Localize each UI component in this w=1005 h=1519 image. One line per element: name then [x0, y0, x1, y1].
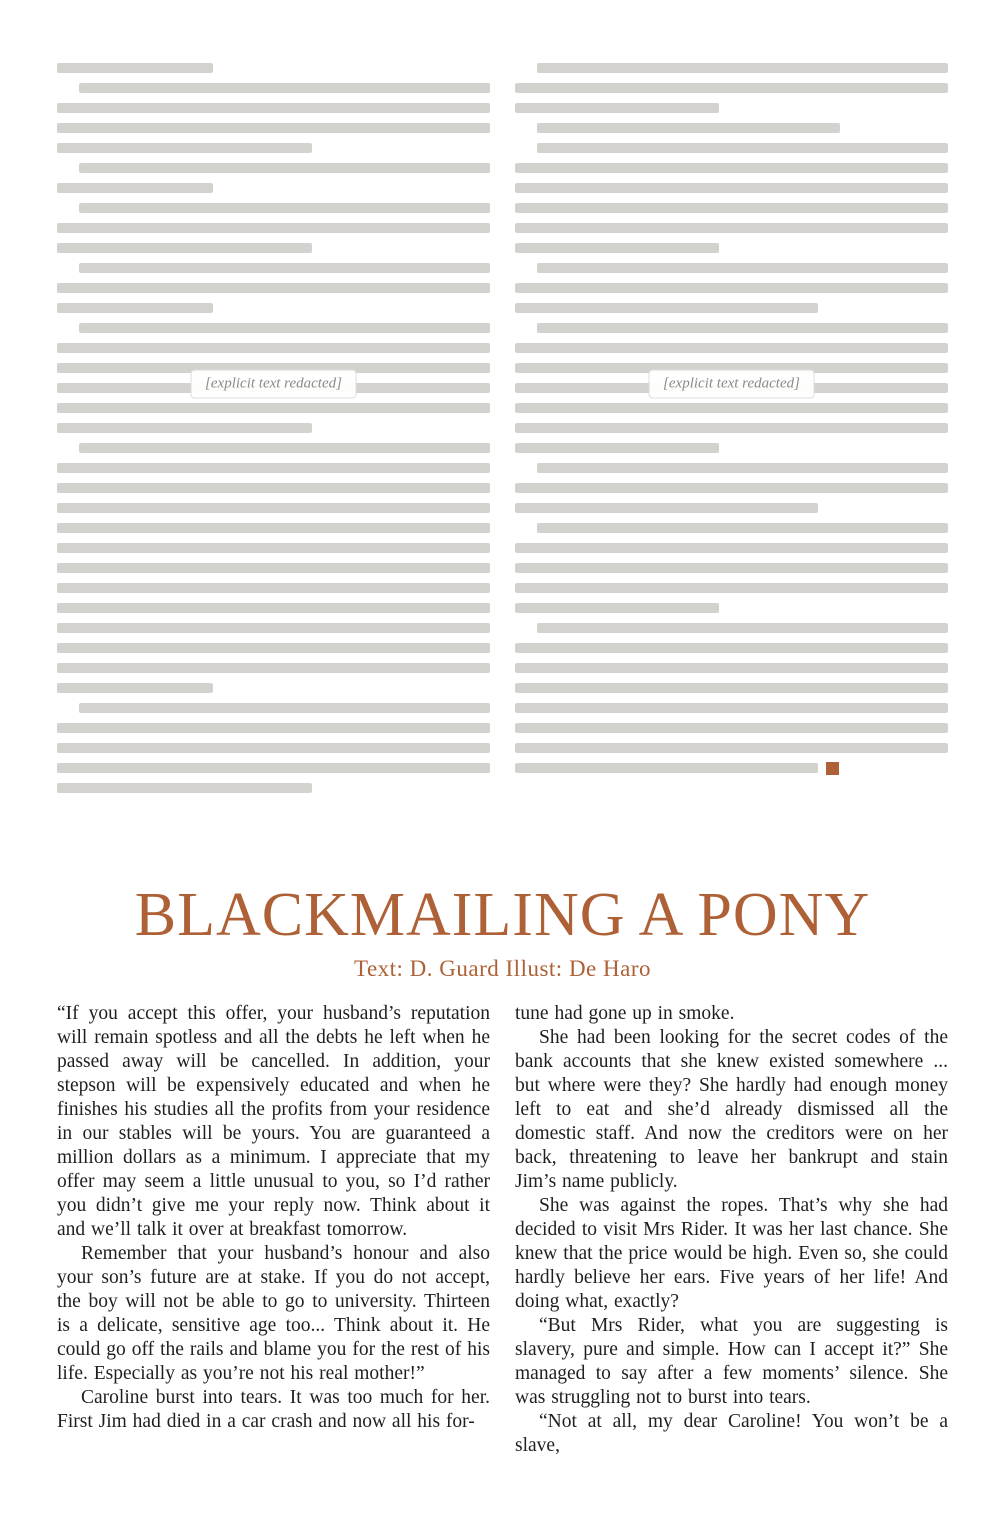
article-header [0, 883, 1005, 982]
top-story-column-right [515, 58, 948, 798]
redacted-paragraph [57, 258, 490, 318]
redacted-text-line [515, 518, 948, 538]
redacted-text-line [57, 518, 490, 538]
redacted-text-line [515, 738, 948, 758]
redacted-text-line [515, 598, 948, 618]
paragraph: “Not at all, my dear Caroline! You won’t be a slave, [515, 1411, 948, 1456]
redacted-text-line [57, 158, 490, 178]
redacted-text-line [57, 278, 490, 298]
redacted-text-line [515, 158, 948, 178]
redacted-text-line [57, 778, 490, 798]
article-title: BLACKMAILING A PONY [134, 881, 871, 949]
article-column-right [515, 1002, 948, 1458]
redacted-paragraph [515, 458, 948, 518]
redacted-text-line [57, 178, 490, 198]
redacted-paragraph [515, 138, 948, 258]
paragraph: Remember that your husband’s honour and also your son’s future are at stake. If you do not accept, the boy will not be able to go to university. Thirteen is a delicate, sensitive age too... Think about it. He could go off the rails and blame you for the rest of his life. Especially as you’re not his real mother!” [57, 1243, 490, 1384]
redacted-text-line [515, 578, 948, 598]
redacted-text-line [57, 498, 490, 518]
redacted-text-line [57, 98, 490, 118]
redacted-text-line [57, 118, 490, 138]
redacted-paragraph [57, 438, 490, 698]
redacted-text-line [57, 138, 490, 158]
redacted-text-line [57, 78, 490, 98]
redacted-text-line [57, 638, 490, 658]
redacted-text-line [515, 538, 948, 558]
redacted-paragraph [515, 518, 948, 618]
redacted-text-line [57, 538, 490, 558]
redacted-text-line [57, 658, 490, 678]
redacted-text-line [57, 398, 490, 418]
redacted-text-line [57, 678, 490, 698]
redacted-text-line [515, 758, 948, 778]
redacted-text-line [515, 638, 948, 658]
redacted-text-line [57, 718, 490, 738]
paragraph: Caroline burst into tears. It was too much for her. First Jim had died in a car crash and now all his for- [57, 1387, 490, 1432]
paragraph: “But Mrs Rider, what you are suggesting is slavery, pure and simple. How can I accept it?” She managed to say after a few moments’ silence. She was struggling not to burst into tears. [515, 1315, 948, 1408]
redacted-text-line [57, 318, 490, 338]
redacted-text-line [515, 458, 948, 478]
redaction-note: [explicit text redacted] [190, 369, 357, 398]
redacted-text-line [57, 578, 490, 598]
article-column-left [57, 1002, 490, 1458]
redacted-text-line [57, 558, 490, 578]
redacted-paragraph [57, 158, 490, 198]
redacted-text-line [515, 78, 948, 98]
redacted-text-line [515, 718, 948, 738]
redacted-text-line [515, 278, 948, 298]
redacted-paragraph [57, 58, 490, 78]
redacted-text-line [515, 298, 948, 318]
redacted-text-line [57, 258, 490, 278]
end-of-article-marker [826, 762, 839, 775]
redacted-text-line [515, 98, 948, 118]
redacted-text-line [57, 598, 490, 618]
top-story-redacted [57, 58, 948, 798]
redacted-text-line [515, 438, 948, 458]
redacted-text-line [515, 118, 948, 138]
redacted-text-line [515, 138, 948, 158]
redacted-text-line [515, 398, 948, 418]
redacted-text-line [57, 238, 490, 258]
redacted-text-line [57, 438, 490, 458]
redacted-text-line [57, 418, 490, 438]
redacted-text-line [515, 198, 948, 218]
paragraph: “If you accept this offer, your husband’s reputation will remain spotless and all the debts he left when he passed away will be cancelled. In addition, your stepson will be expensively educated and when he finishes his studies all the profits from your residence in our stables will be yours. You are guaranteed a million dollars as a minimum. I appreciate that my offer may seem a little unusual to you, so I’d rather you didn’t give me your reply now. Think about it and we’ll talk it over at breakfast tomorrow. [57, 1003, 490, 1240]
paragraph: She had been looking for the secret codes of the bank accounts that she knew existed somewhere ... but where were they? She hardly had enough money left to eat and she’d already dismissed all the domestic staff. And now the creditors were on her back, threatening to leave her bankrupt and stain Jim’s name publicly. [515, 1027, 948, 1192]
redacted-text-line [515, 318, 948, 338]
redacted-text-line [515, 678, 948, 698]
redacted-text-line [515, 698, 948, 718]
redacted-text-line [57, 618, 490, 638]
redacted-text-line [515, 418, 948, 438]
article-body [57, 1002, 948, 1458]
article-byline: Text: D. Guard Illust: De Haro [354, 956, 651, 982]
redacted-paragraph [515, 258, 948, 318]
redacted-paragraph [57, 198, 490, 258]
top-story-column-left [57, 58, 490, 798]
paragraph: She was against the ropes. That’s why she had decided to visit Mrs Rider. It was her last chance. She knew that the price would be high. Even so, she could hardly believe her ears. Five years of her life! And doing what, exactly? [515, 1195, 948, 1312]
redacted-text-line [515, 238, 948, 258]
redacted-text-line [515, 558, 948, 578]
redacted-text-line [515, 658, 948, 678]
redacted-paragraph [57, 698, 490, 798]
redacted-paragraph [515, 58, 948, 118]
redacted-text-line [57, 58, 490, 78]
redacted-paragraph [515, 618, 948, 778]
redacted-paragraph [515, 118, 948, 138]
paragraph: tune had gone up in smoke. [515, 1003, 735, 1024]
redacted-text-line [515, 258, 948, 278]
redacted-text-line [515, 58, 948, 78]
redacted-text-line [57, 458, 490, 478]
redacted-text-line [57, 698, 490, 718]
redacted-paragraph [57, 78, 490, 158]
redacted-text-line [57, 218, 490, 238]
redacted-text-line [57, 298, 490, 318]
redacted-text-line [515, 478, 948, 498]
redacted-text-line [515, 498, 948, 518]
redacted-text-line [515, 618, 948, 638]
redacted-text-line [57, 758, 490, 778]
redaction-note: [explicit text redacted] [648, 369, 815, 398]
redacted-text-line [515, 178, 948, 198]
redacted-text-line [57, 338, 490, 358]
redacted-text-line [515, 338, 948, 358]
redacted-text-line [57, 198, 490, 218]
redacted-text-line [57, 478, 490, 498]
redacted-text-line [515, 218, 948, 238]
redacted-text-line [57, 738, 490, 758]
